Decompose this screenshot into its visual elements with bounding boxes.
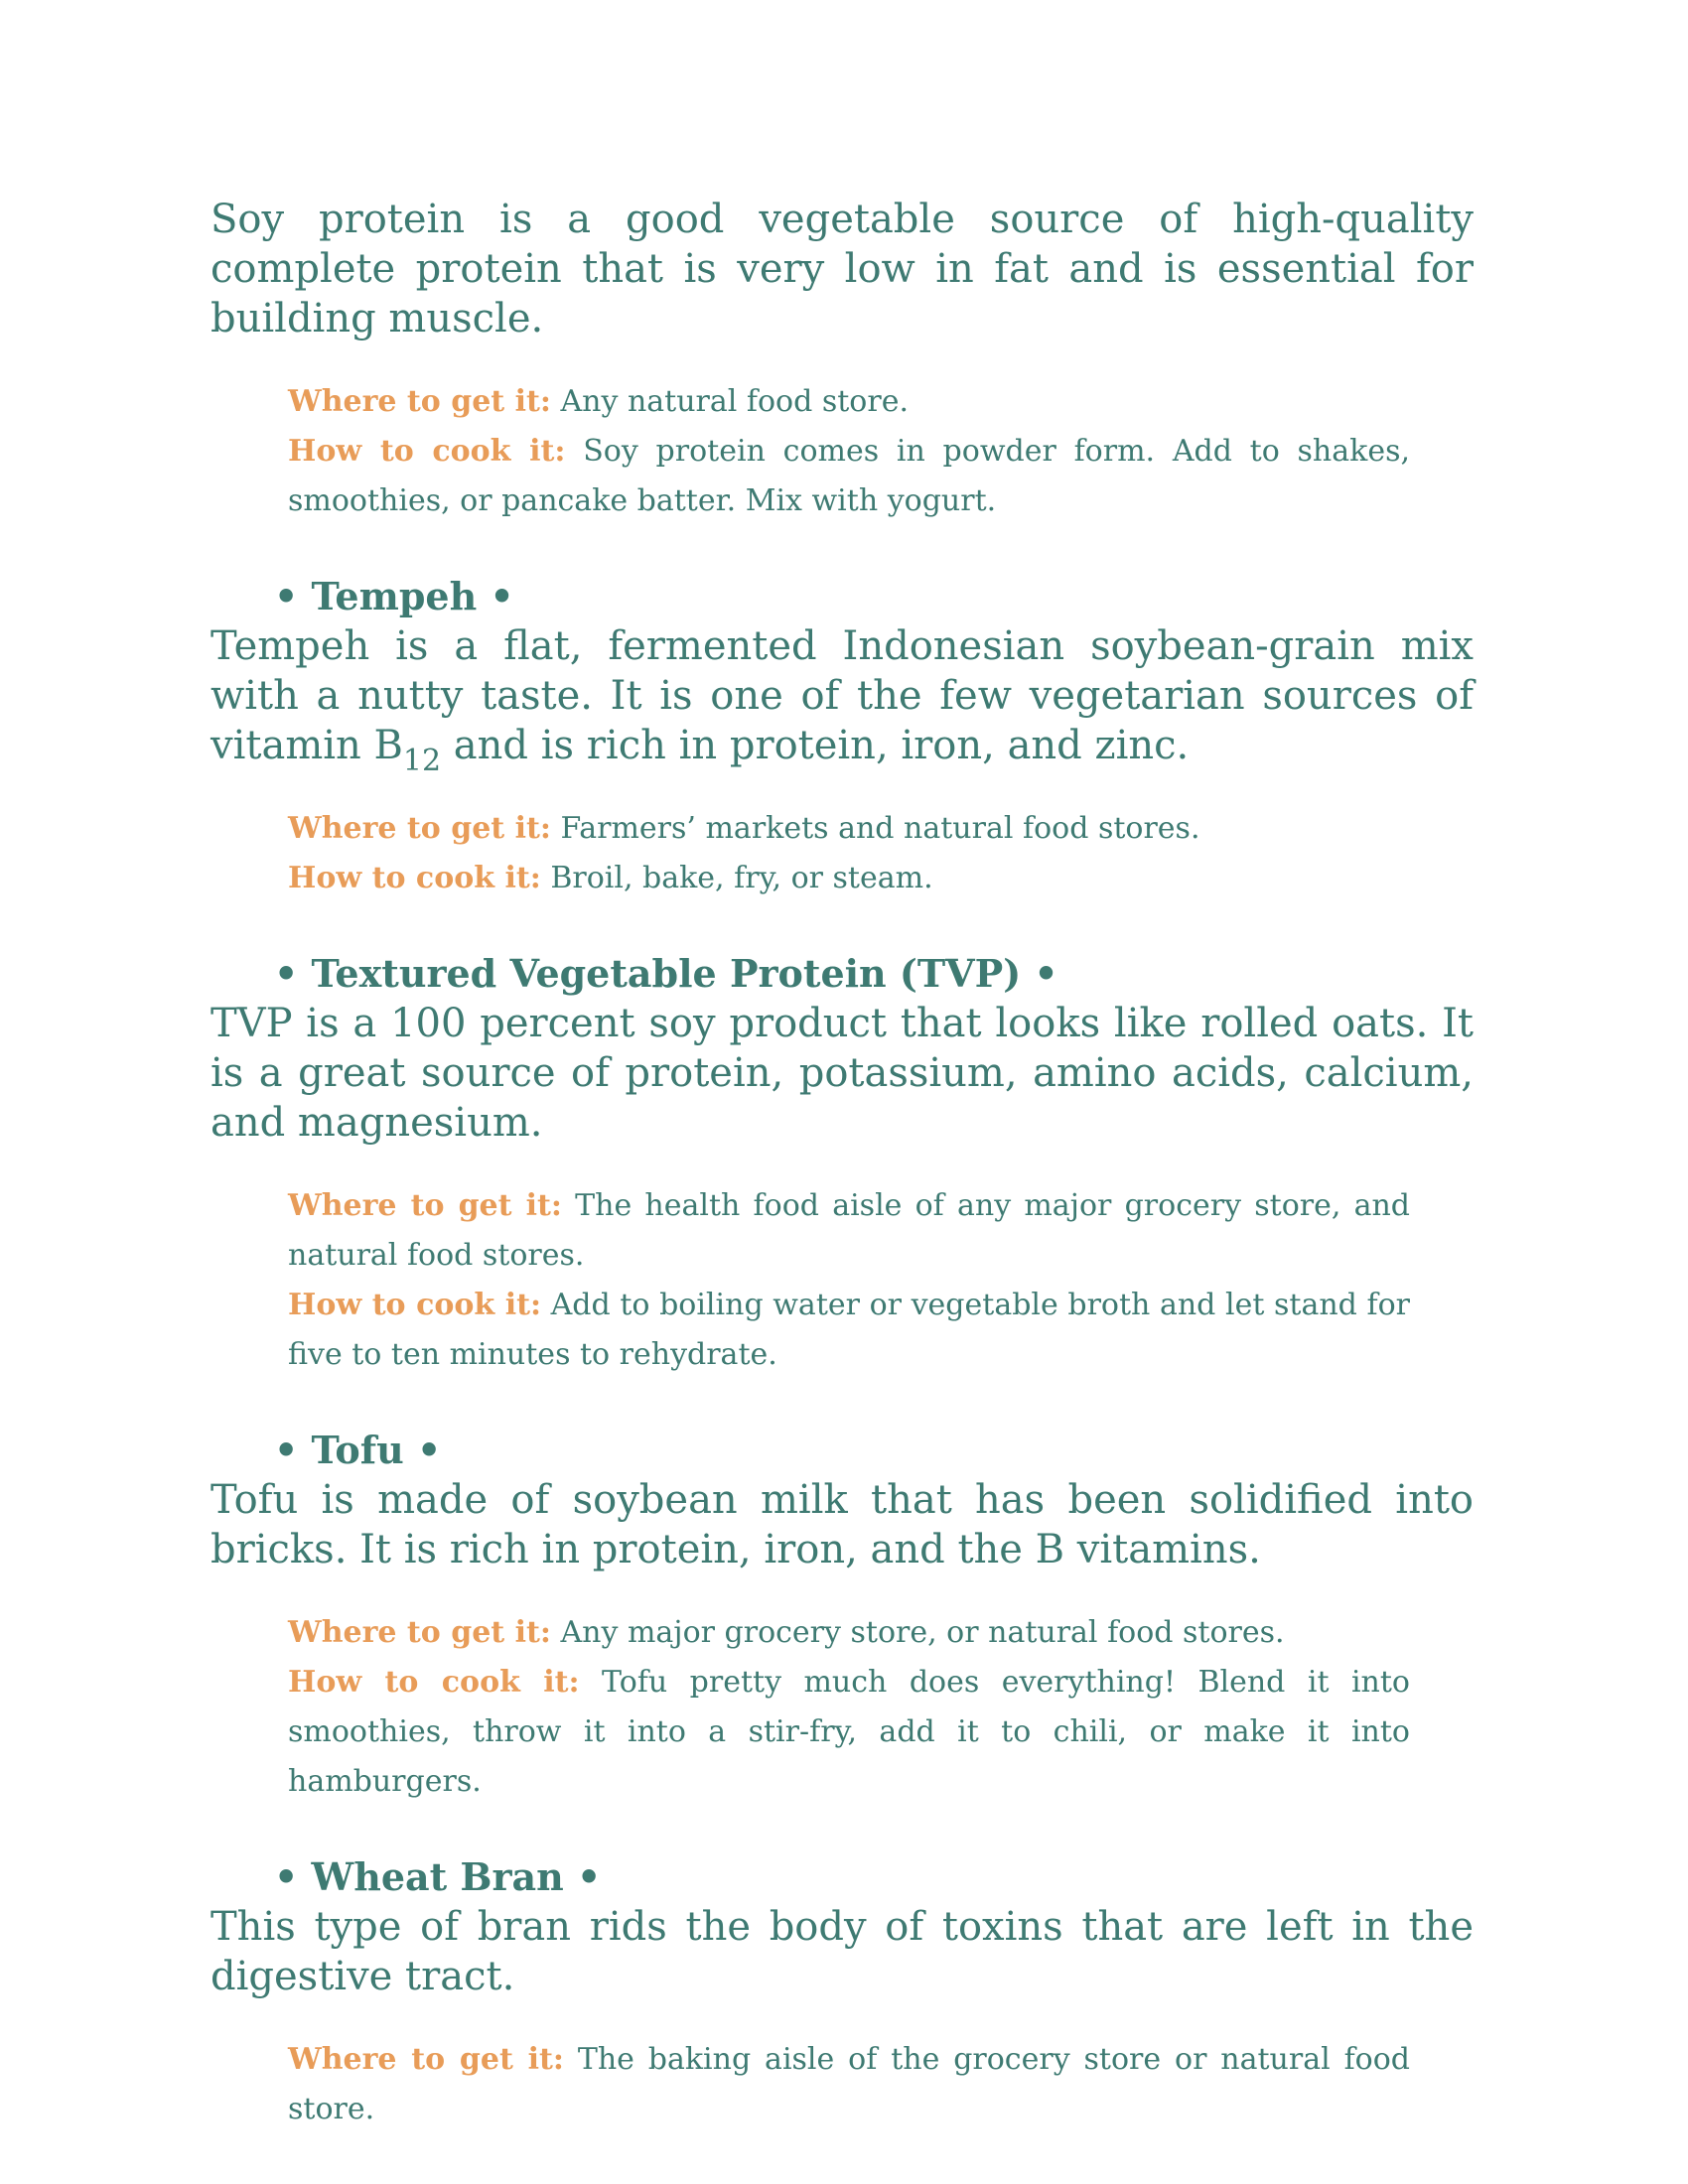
how-label: How to cook it:	[288, 861, 541, 895]
where-text: Any major grocery store, or natural food stores.	[550, 1615, 1285, 1650]
page	[211, 195, 1474, 2134]
wheat-bran-section	[211, 1852, 1474, 2134]
where-text: Any natural food store.	[550, 384, 909, 419]
where-label: Where to get it:	[288, 811, 551, 846]
where-text: Farmers’ markets and natural food stores.	[550, 811, 1200, 846]
soy-protein-how	[288, 427, 1410, 526]
tofu-section	[211, 1426, 1474, 1807]
how-text: Soy protein comes in powder form. Add to shakes, smoothies, or pancake batter. Mix with yogurt.	[288, 434, 1411, 518]
soy-protein-description: Soy protein is a good vegetable source of high-quality complete protein that is very low in fat and is essential for building muscle.	[211, 197, 1474, 341]
wheat-bran-description: This type of bran rids the body of toxins that are left in the digestive tract.	[211, 1904, 1474, 1999]
tvp-section	[211, 949, 1474, 1380]
where-text: The health food aisle of any major grocery store, and natural food stores.	[288, 1188, 1410, 1273]
tempeh-heading: • Tempeh •	[274, 574, 514, 618]
tofu-info	[288, 1608, 1410, 1807]
tofu-where	[288, 1608, 1410, 1658]
where-label: Where to get it:	[288, 384, 551, 419]
how-label: How to cook it:	[288, 1288, 542, 1322]
where-label: Where to get it:	[288, 1188, 562, 1223]
how-label: How to cook it:	[288, 1665, 580, 1700]
tempeh-how	[288, 854, 1410, 903]
tempeh-description	[211, 621, 1474, 778]
tempeh-info	[288, 804, 1410, 903]
tofu-how	[288, 1658, 1410, 1807]
tvp-info	[288, 1181, 1410, 1380]
soy-protein-section	[211, 195, 1474, 526]
tvp-description: TVP is a 100 percent soy product that looks like rolled oats. It is a great source of protein, potassium, amino acids, calcium, and magnesium.	[211, 1001, 1474, 1146]
tvp-where	[288, 1181, 1410, 1281]
where-label: Where to get it:	[288, 1615, 551, 1650]
where-label: Where to get it:	[288, 2042, 564, 2077]
how-label: How to cook it:	[288, 434, 566, 469]
where-text: The baking aisle of the grocery store or natural food store.	[288, 2042, 1410, 2126]
tempeh-text-part1: Tempeh is a flat, fermented Indonesian soybean-grain mix with a nutty taste. It is one of the few vegetarian sources of vitamin B	[211, 623, 1474, 768]
tempeh-where	[288, 804, 1410, 854]
tempeh-text-part2: and is rich in protein, iron, and zinc.	[441, 723, 1190, 768]
tvp-how	[288, 1281, 1410, 1380]
how-text: Add to boiling water or vegetable broth and let stand for five to ten minutes to rehydrate.	[288, 1288, 1411, 1372]
vitamin-subscript: 12	[402, 744, 442, 778]
tofu-heading: • Tofu •	[274, 1428, 442, 1472]
soy-protein-where	[288, 377, 1410, 427]
tempeh-section	[211, 572, 1474, 903]
tofu-description: Tofu is made of soybean milk that has been solidified into bricks. It is rich in protein, iron, and the B vitamins.	[211, 1477, 1474, 1572]
wheat-bran-info	[288, 2035, 1410, 2134]
tvp-heading: • Textured Vegetable Protein (TVP) •	[274, 951, 1058, 996]
wheat-bran-where	[288, 2035, 1410, 2134]
wheat-bran-heading: • Wheat Bran •	[274, 1854, 602, 1899]
how-text: Broil, bake, fry, or steam.	[540, 861, 933, 895]
how-text: Tofu pretty much does everything! Blend it into smoothies, throw it into a stir-fry, add it to chili, or make it into hamburgers.	[288, 1665, 1410, 1799]
soy-protein-info	[288, 377, 1410, 526]
